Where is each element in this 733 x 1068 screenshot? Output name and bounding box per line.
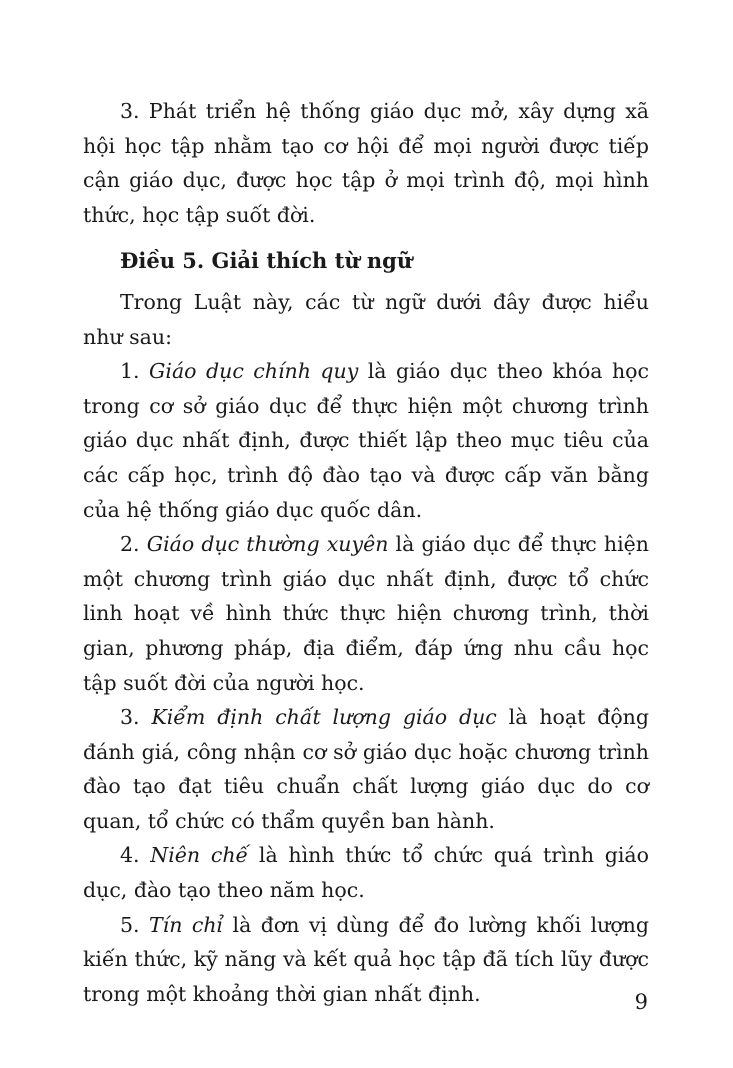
defined-term: Tín chỉ <box>149 912 224 937</box>
article-heading: Điều 5. Giải thích từ ngữ <box>120 248 413 274</box>
item-number: 1. <box>120 359 150 384</box>
definition-item-5 <box>83 908 649 1012</box>
item-number: 3. <box>120 705 152 730</box>
definition-text: là đơn vị dùng để đo lường khối lượng kiến thức, kỹ năng và kết quả học tập đã tích lũy được trong một khoảng thời gian nhất định. <box>83 912 649 1006</box>
item-number: 4. <box>120 843 151 868</box>
defined-term: Kiểm định chất lượng giáo dục <box>151 705 497 730</box>
definition-item-2 <box>83 527 649 700</box>
definition-item-4 <box>83 838 649 907</box>
article-intro: Trong Luật này, các từ ngữ dưới đây được hiểu như sau: <box>83 289 649 349</box>
definition-text: là hoạt động đánh giá, công nhận cơ sở giáo dục hoặc chương trình đào tạo đạt tiêu chuẩn chất lượng giáo dục do cơ quan, tổ chức có thẩm quyền ban hành. <box>83 705 649 833</box>
defined-term: Giáo dục thường xuyên <box>146 532 389 557</box>
definition-text: là giáo dục để thực hiện một chương trình giáo dục nhất định, được tổ chức linh hoạt về hình thức thực hiện chương trình, thời gian, phương pháp, địa điểm, đáp ứng nhu cầu học tập suốt đời của người học. <box>83 532 649 695</box>
item-number: 2. <box>120 532 147 557</box>
definition-item-1 <box>83 354 649 527</box>
page-number: 9 <box>634 990 648 1014</box>
definition-text: là hình thức tổ chức quá trình giáo dục, đào tạo theo năm học. <box>83 843 649 903</box>
paragraph-item-3-open-education: 3. Phát triển hệ thống giáo dục mở, xây dựng xã hội học tập nhằm tạo cơ hội để mọi người được tiếp cận giáo dục, được học tập ở mọi trình độ, mọi hình thức, học tập suốt đời. <box>83 99 649 227</box>
definition-text: là giáo dục theo khóa học trong cơ sở giáo dục để thực hiện một chương trình giáo dục nhất định, được thiết lập theo mục tiêu của các cấp học, trình độ đào tạo và được cấp văn bằng của hệ thống giáo dục quốc dân. <box>83 359 650 522</box>
page-body <box>83 94 649 1011</box>
item-number: 5. <box>120 912 149 937</box>
defined-term: Giáo dục chính quy <box>149 359 359 384</box>
definition-item-3 <box>83 700 649 838</box>
defined-term: Niên chế <box>150 843 249 868</box>
